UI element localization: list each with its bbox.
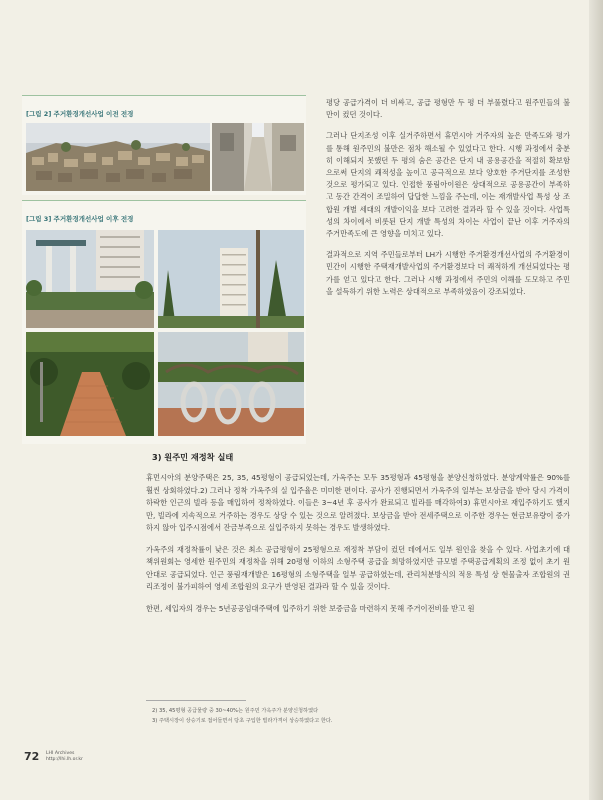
section-heading: 3) 원주민 재정착 실태	[152, 452, 234, 462]
footnote: 3) 주택시장이 상승기로 접어들면서 당초 구입한 빌라가격이 상승하였다고 한다.	[152, 718, 333, 724]
archive-url[interactable]: http://lhi.lh.or.kr	[46, 757, 83, 762]
footnote: 2) 35, 45평형 공급물량 중 30~40%는 원주민 가옥주가 분양신청하였다	[152, 708, 319, 714]
figure-2-panel	[22, 95, 306, 195]
right-column-paragraph: 그러나 단지조성 이후 실거주하면서 휴먼시아 거주자의 높은 만족도와 평가를 통해 원주민의 불만은 점차 해소될 수 있었다고 한다. 시행 과정에서 충분히 이해되지 못했던 두 평의 숨은 공간은 단지 내 공용공간을 적절히 확보함으로써 단지의 쾌적성을 높이고 공극적으로 보다 양호한 주거단지를 조성한 것으로 평가되고 있다. 인접한 풍림아이원은 상대적으로 공용공간이 부족하고 동간 간격이 조밀하여 답답한 느낌을 주는데, 이는 재개발사업 특성 상 조합원 개별 세대의 개발이익을 보다 고려한 결과라 할 수 있을 것이다. 사업특성의 차이에서 비롯된 단지 개발 특성의 차이는 사업이 끝난 이후 거주자의 주거만족도에 큰 영향을 미치고 있다.	[326, 131, 570, 239]
body-paragraph: 가옥주의 재정착률이 낮은 것은 최소 공급평형이 25평형으로 재정착 부담이 컸던 데에서도 일부 원인을 찾을 수 있다. 사업초기에 대책위원회는 영세한 원주민의 재정착을 위해 20평형 이하의 소형주택 공급을 희망하였지만 규모별 주택공급계획의 조정 없이 초기 원안대로 공급되었다. 인근 풍림재개발은 16평형의 소형주택을 일부 공급하였는데, 관리처분방식의 적용 특성 상 현물출자 조합원의 권리조정이 불가피하여 영세 조합원의 요구가 반영된 결과라 할 수 있을 것이다.	[146, 544, 570, 591]
archive-credit	[46, 751, 83, 763]
figure-3-photo-garden-path	[26, 332, 154, 436]
body-text	[146, 472, 570, 624]
right-column-paragraph: 평당 공급가격이 더 비싸고, 공급 평형만 두 평 더 부풀렸다고 원주민들의 불만이 컸던 것이다.	[326, 98, 570, 120]
figure-3-panel	[22, 200, 306, 444]
figure-2-title: [그림 2] 주거환경개선사업 이전 전경	[26, 110, 134, 118]
body-paragraph: 휴먼시아의 분양주택은 25, 35, 45평형이 공급되었는데, 가옥주는 모두 35평형과 45평형을 분양신청하였다. 분양계약률은 90%를 훨씬 상회하였다.2) 그러나 정착 가옥주의 실 입주율은 미미한 편이다. 공사가 진행되면서 가옥주의 일부는 보상금을 받아 당시 가격이 하락한 인근의 빌라 등을 매입하여 정착하였다. 이들은 3~4년 후 공사가 완료되고 빌라를 매각하여3) 휴먼시아로 재입주하기도 했지만, 빌라에 지속적으로 거주하는 경우도 상당 수 있는 것으로 알려졌다. 보상금을 받아 전세주택으로 이주한 경우는 현금보유량이 증가하지 않아 입주시점에서 잔금부족으로 실입주하지 못하는 경우도 발생하였다.	[146, 473, 570, 532]
right-column-text	[326, 97, 570, 307]
footnotes	[152, 706, 333, 726]
figure-3-photo-sculpture-plaza	[158, 332, 304, 436]
right-column-paragraph: 결과적으로 지역 주민들로부터 LH가 시행한 주거환경개선사업의 주거환경이 민간이 시행한 주택재개발사업의 주거환경보다 더 쾌적하게 개선되었다는 평가를 얻고 있다고 한다. 그러나 시행 과정에서 주민의 이해를 도모하고 주민을 설득하기 위한 노력은 상대적으로 부족하였음이 강조되었다.	[326, 250, 570, 296]
figure-3-title: [그림 3] 주거환경개선사업 이후 전경	[26, 215, 134, 223]
figure-3-photo-tower	[158, 230, 304, 328]
page-number: 72	[24, 750, 40, 763]
figure-2-photo-hillside	[26, 123, 210, 191]
footnote-rule	[146, 700, 246, 701]
page-edge-shadow	[589, 0, 603, 800]
archive-name: LHI Archives	[46, 751, 75, 756]
figure-3-photo-complex-gate	[26, 230, 154, 328]
figure-2-photo-alley	[212, 123, 304, 191]
figure-3-top-rule	[22, 200, 306, 201]
body-paragraph: 한편, 세입자의 경우는 5년공공임대주택에 입주하기 위한 보증금을 마련하지 못해 주거이전비를 받고 원	[146, 603, 475, 613]
figure-2-top-rule	[22, 95, 306, 96]
